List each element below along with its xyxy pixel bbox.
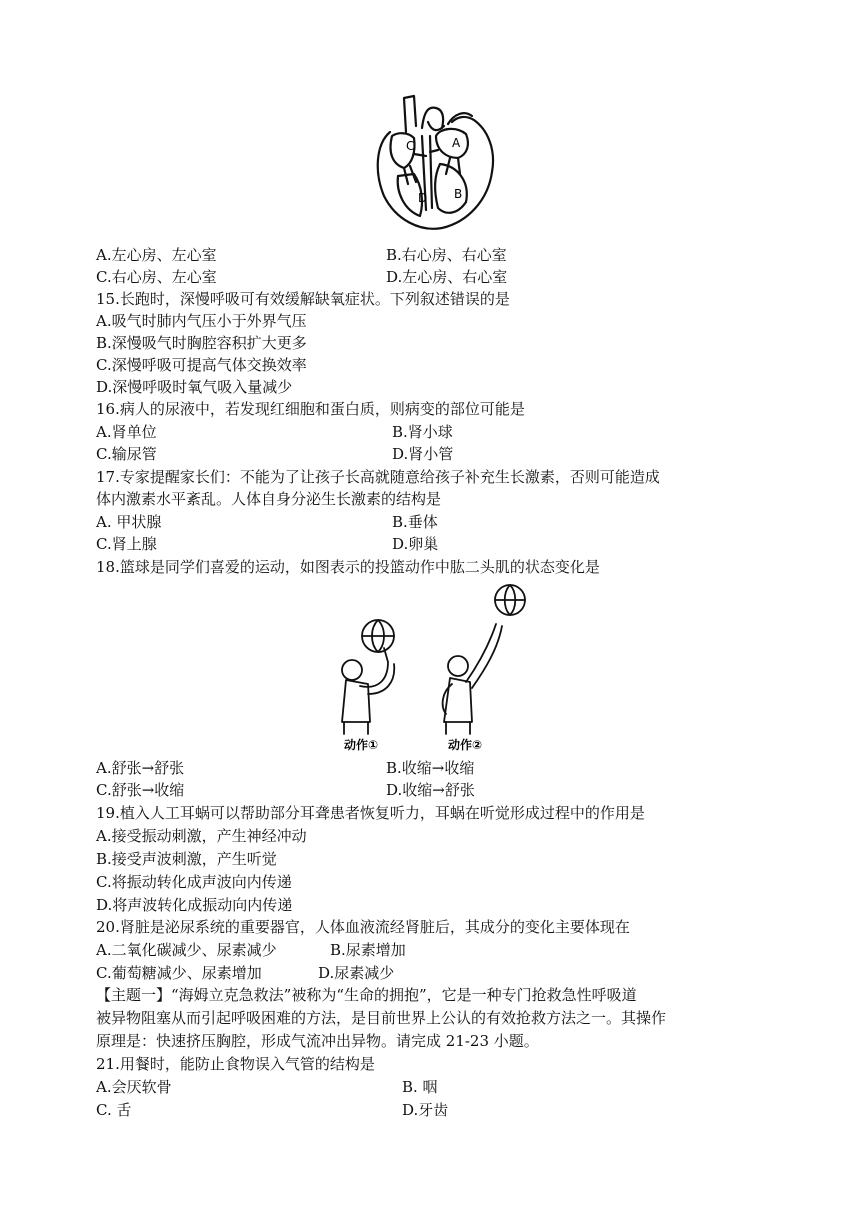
heart-diagram [370,92,500,234]
q17-option-c: C.肾上腺 [96,535,157,553]
q18-option-d: D.收缩→舒张 [386,781,475,799]
q21-stem: 21.用餐时，能防止食物误入气管的结构是 [96,1055,375,1073]
q20-option-c: C.葡萄糖减少、尿素增加 [96,964,262,982]
q20-option-b: B.尿素增加 [330,941,406,959]
q17-stem-line2: 体内激素水平紊乱。人体自身分泌生长激素的结构是 [96,490,442,508]
q14-option-a: A.左心房、左心室 [96,246,217,264]
q20-option-d: D.尿素减少 [318,964,395,982]
q15-stem: 15.长跑时，深慢呼吸可有效缓解缺氧症状。下列叙述错误的是 [96,290,510,308]
q17-option-a: A. 甲状腺 [96,513,162,531]
theme1-line2: 被异物阻塞从而引起呼吸困难的方法，是目前世界上公认的有效抢救方法之一。其操作 [96,1009,667,1027]
q21-option-d: D.牙齿 [402,1101,449,1119]
q21-option-c: C. 舌 [96,1101,132,1119]
q18-option-c: C.舒张→收缩 [96,781,185,799]
q16-option-d: D.肾小管 [392,445,454,463]
q19-option-a: A.接受振动刺激，产生神经冲动 [96,827,307,845]
q21-option-a: A.会厌软骨 [96,1078,172,1096]
q19-option-c: C.将振动转化成声波向内传递 [96,873,292,891]
q16-option-a: A.肾单位 [96,423,157,441]
q19-option-b: B.接受声波刺激，产生听觉 [96,850,277,868]
q17-stem-line1: 17.专家提醒家长们：不能为了让孩子长高就随意给孩子补充生长激素，否则可能造成 [96,468,660,486]
q17-option-b: B.垂体 [392,513,438,531]
q20-option-a: A.二氧化碳减少、尿素减少 [96,941,277,959]
q15-option-c: C.深慢呼吸可提高气体交换效率 [96,356,307,374]
theme1-line1: 【主题一】“海姆立克急救法”被称为“生命的拥抱”，它是一种专门抢救急性呼吸道 [96,986,637,1004]
q14-option-c: C.右心房、左心室 [96,268,217,286]
theme1-line3: 原理是：快速挤压胸腔，形成气流冲出异物。请完成 21-23 小题。 [96,1032,539,1050]
heart-label-d: D [418,191,428,205]
heart-label-a: A [452,136,461,150]
q14-option-d: D.左心房、右心室 [386,268,508,286]
q15-option-b: B.深慢吸气时胸腔容积扩大更多 [96,334,307,352]
q17-option-d: D.卵巢 [392,535,439,553]
heart-label-b: B [454,187,463,201]
q19-option-d: D.将声波转化成振动向内传递 [96,896,293,914]
q16-option-c: C.输尿管 [96,445,157,463]
q15-option-a: A.吸气时肺内气压小于外界气压 [96,312,307,330]
q18-option-a: A.舒张→舒张 [96,759,185,777]
q18-stem: 18.篮球是同学们喜爱的运动，如图表示的投篮动作中肱二头肌的状态变化是 [96,558,600,576]
q16-stem: 16.病人的尿液中，若发现红细胞和蛋白质，则病变的部位可能是 [96,400,525,418]
basketball-shooting-figure [330,582,540,754]
q18-option-b: B.收缩→收缩 [386,759,475,777]
q20-stem: 20.肾脏是泌尿系统的重要器官，人体血液流经肾脏后，其成分的变化主要体现在 [96,918,630,936]
action1-caption: 动作① [344,738,379,752]
action2-caption: 动作② [448,738,483,752]
q14-option-b: B.右心房、右心室 [386,246,507,264]
q16-option-b: B.肾小球 [392,423,453,441]
q19-stem: 19.植入人工耳蜗可以帮助部分耳聋患者恢复听力，耳蜗在听觉形成过程中的作用是 [96,804,645,822]
heart-label-c: C [406,139,415,153]
q21-option-b: B. 咽 [402,1078,438,1096]
q15-option-d: D.深慢呼吸时氧气吸入量减少 [96,378,293,396]
